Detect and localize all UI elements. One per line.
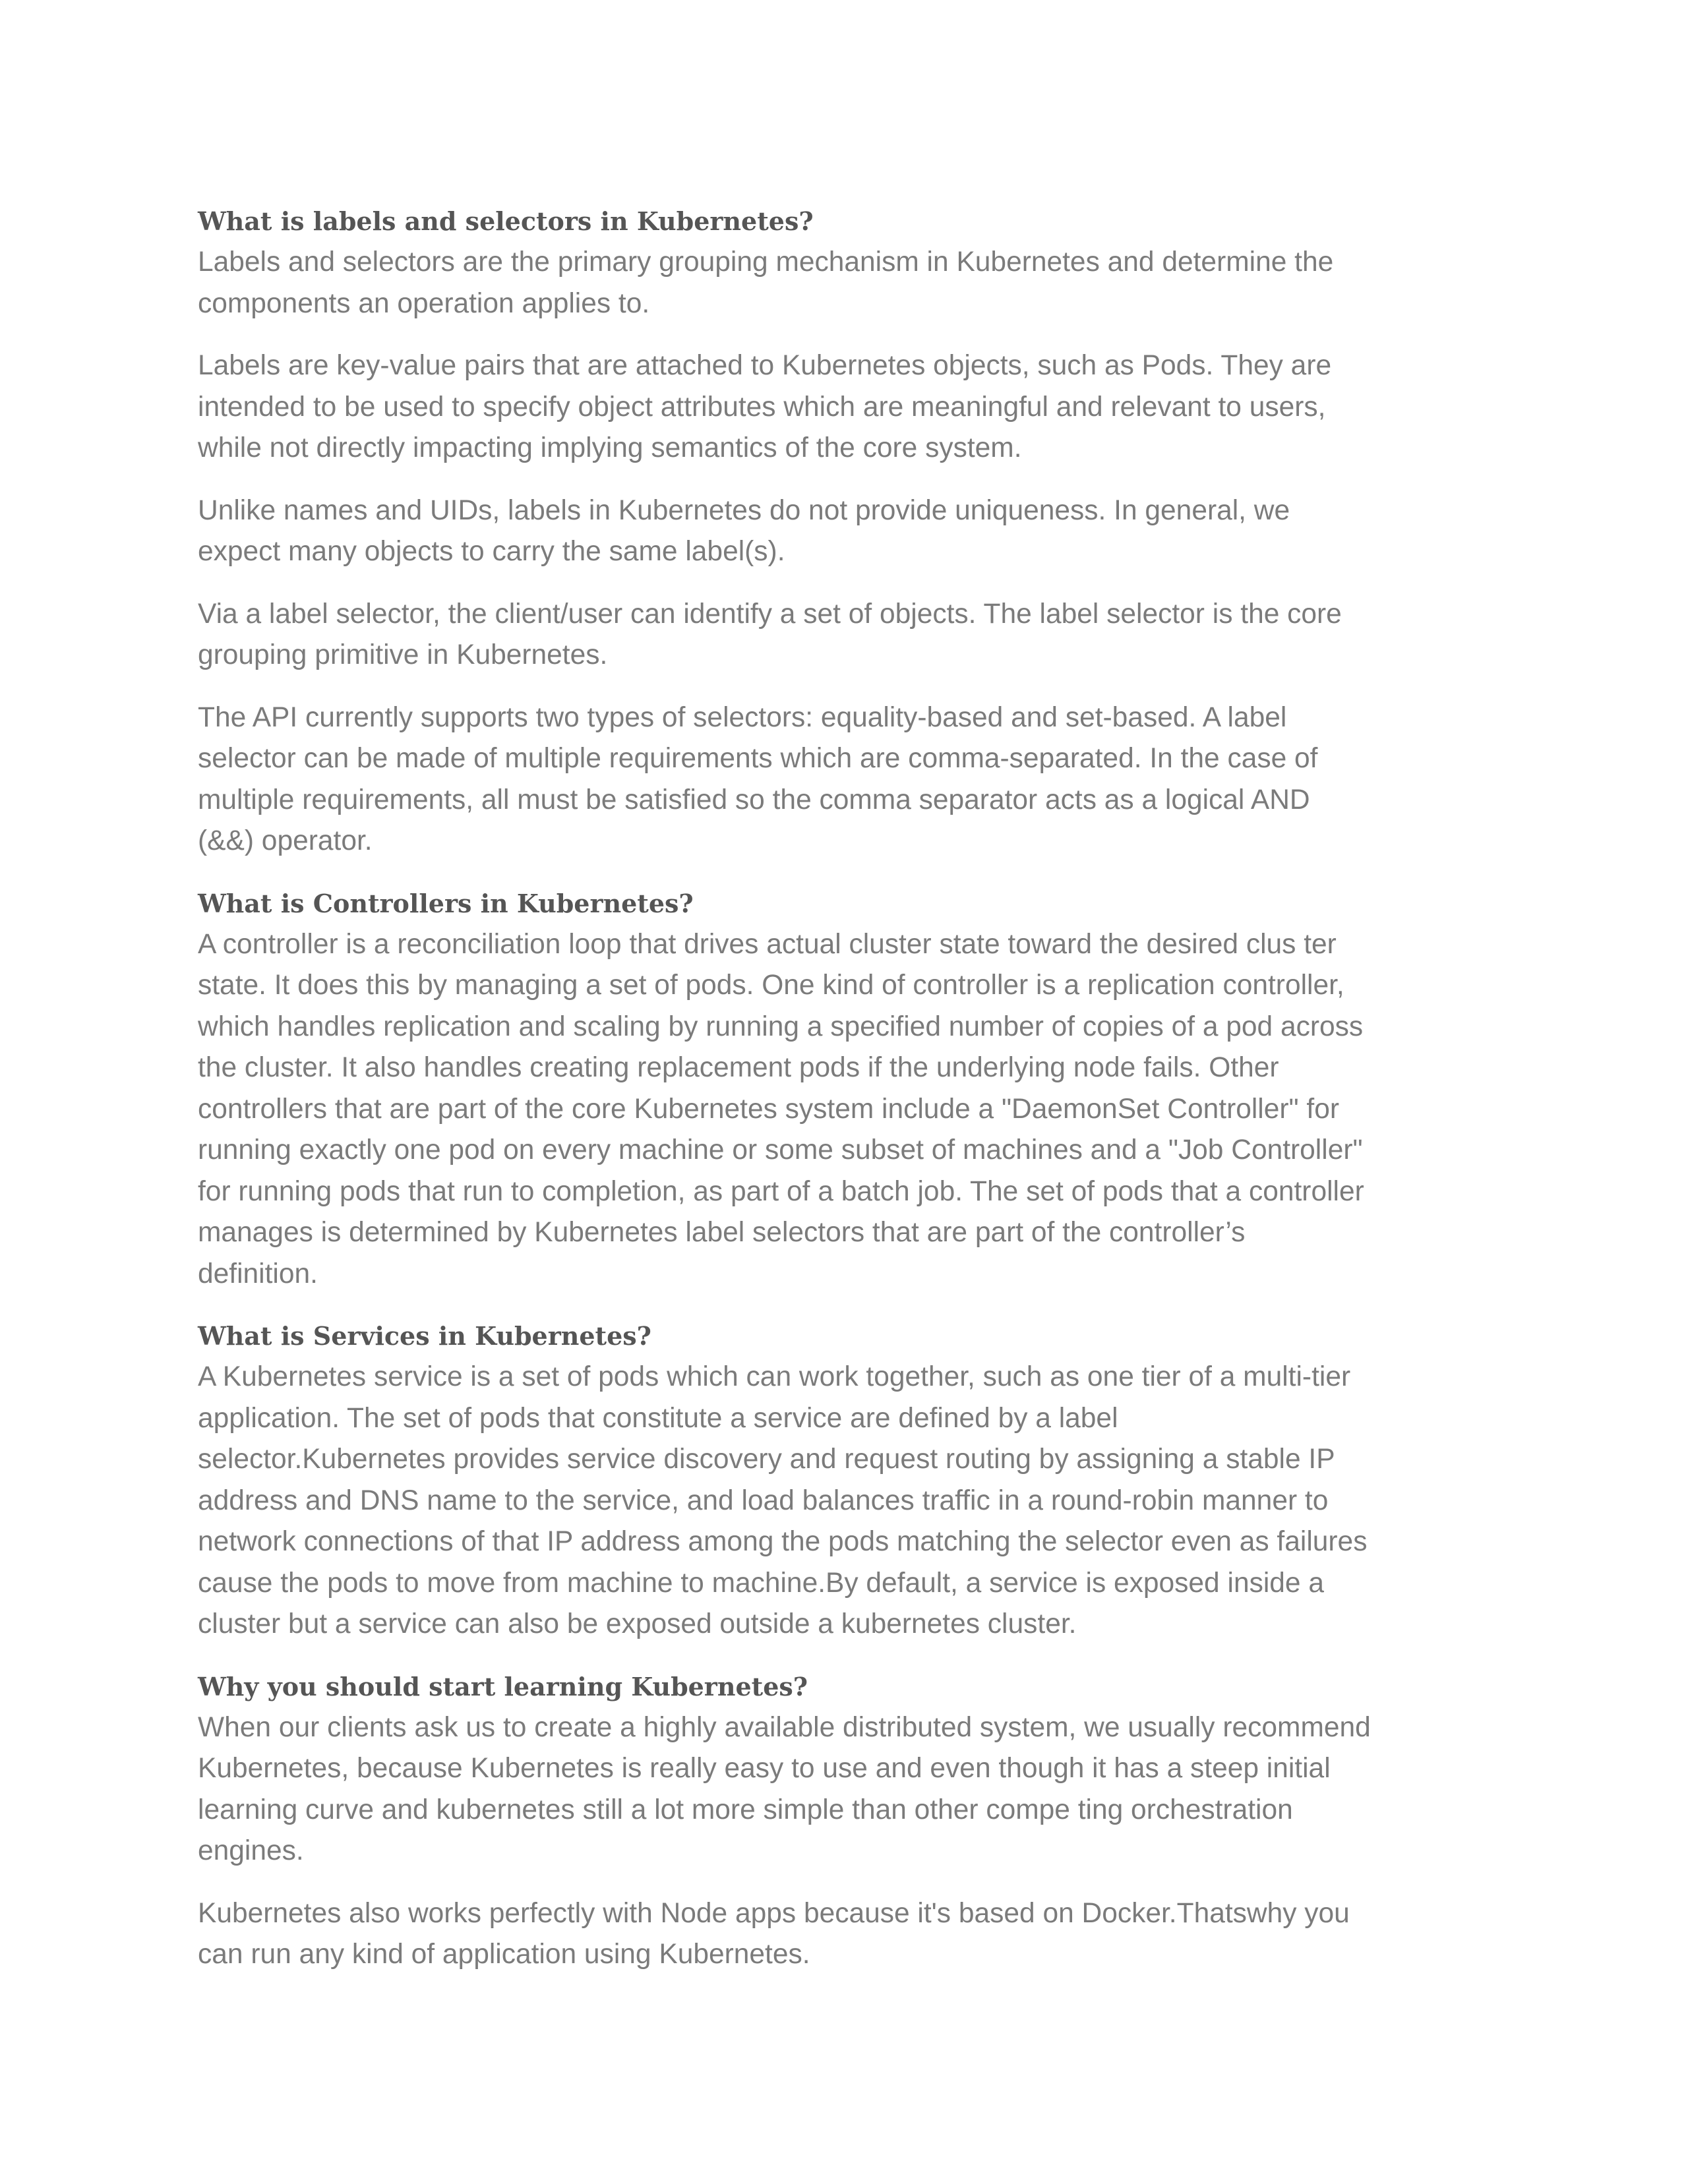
- section-heading: Why you should start learning Kubernetes?: [198, 1671, 808, 1701]
- paragraph: Via a label selector, the client/user can identify a set of objects. The label selector is the core grouping primitive in Kubernetes.: [198, 598, 1342, 670]
- document-page: [198, 201, 1490, 1997]
- paragraph: The API currently supports two types of selectors: equality-based and set-based. A label selector can be made of multiple requirements which are comma-separated. In the case of multiple requirements, all must be satisfied so the comma separator acts as a logical AND (&&) operator.: [198, 701, 1318, 856]
- section-heading: What is Controllers in Kubernetes?: [198, 888, 694, 918]
- section-heading: What is labels and selectors in Kubernetes?: [198, 206, 814, 236]
- section-why-learn: [198, 1667, 1490, 1976]
- paragraph: Labels and selectors are the primary grouping mechanism in Kubernetes and determine the components an operation applies to.: [198, 247, 1334, 319]
- paragraph: A controller is a reconciliation loop that drives actual cluster state toward the desired clus ter state. It does this by managing a set of pods. One kind of controller is a replication controller, which handles replication and scaling by running a specified number of copies of a pod across the cluster. It also handles creating replacement pods if the underlying node fails. Other controllers that are part of the core Kubernetes system include a "DaemonSet Controller" for running exactly one pod on every machine or some subset of machines and a "Job Controller" for running pods that run to completion, as part of a batch job. The set of pods that a controller manages is determined by Kubernetes label selectors that are part of the controller’s definition.: [198, 928, 1364, 1289]
- paragraph: Labels are key-value pairs that are attached to Kubernetes objects, such as Pods. They are intended to be used to specify object attributes which are meaningful and relevant to users, while not directly impacting implying semantics of the core system.: [198, 350, 1332, 463]
- paragraph: A Kubernetes service is a set of pods which can work together, such as one tier of a multi-tier application. The set of pods that constitute a service are defined by a label selector.Kubernetes provides service discovery and request routing by assigning a stable IP address and DNS name to the service, and load balances traffic in a round-robin manner to network connections of that IP address among the pods matching the selector even as failures cause the pods to move from machine to machine.By default, a service is exposed inside a cluster but a service can also be exposed outside a kubernetes cluster.: [198, 1361, 1368, 1639]
- section-controllers: [198, 883, 1490, 1295]
- section-services: [198, 1316, 1490, 1645]
- section-heading: What is Services in Kubernetes?: [198, 1321, 651, 1351]
- paragraph: Unlike names and UIDs, labels in Kubernetes do not provide uniqueness. In general, we expect many objects to carry the same label(s).: [198, 494, 1290, 567]
- paragraph: Kubernetes also works perfectly with Node apps because it's based on Docker.Thatswhy you can run any kind of application using Kubernetes.: [198, 1897, 1350, 1970]
- paragraph: When our clients ask us to create a highly available distributed system, we usually recommend Kubernetes, because Kubernetes is really easy to use and even though it has a steep initial learning curve and kubernetes still a lot more simple than other compe ting orchestration engines.: [198, 1711, 1371, 1866]
- section-labels-selectors: [198, 201, 1490, 862]
